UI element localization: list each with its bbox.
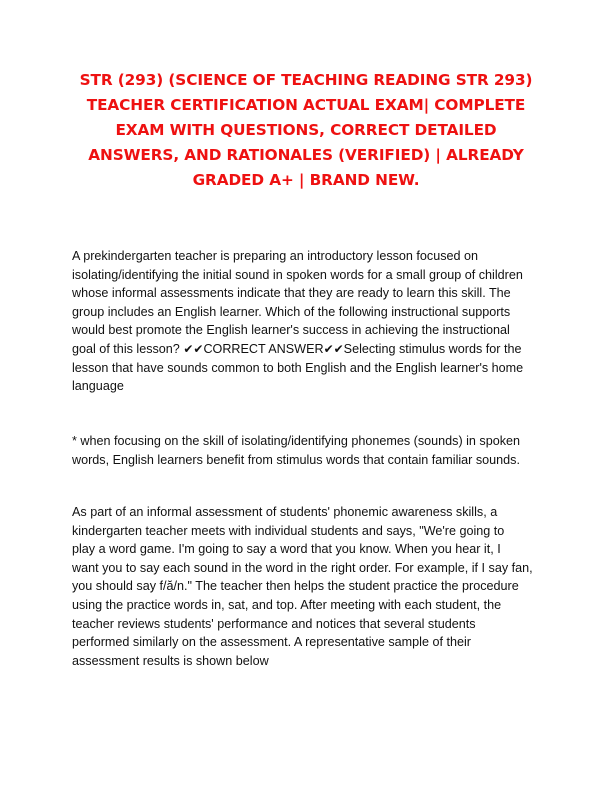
text-line: want you to say each sound in the word in the right order. For example, if I say fan, bbox=[72, 560, 533, 575]
text-line: assessment results is shown below bbox=[72, 653, 269, 668]
rationale-1-paragraph bbox=[72, 432, 552, 469]
correct-answer-label: CORRECT ANSWER bbox=[203, 341, 324, 356]
checkmark-icon: ✔✔ bbox=[183, 341, 204, 356]
title-line: ANSWERS, AND RATIONALES (VERIFIED) | ALREADY bbox=[88, 146, 524, 164]
document-title bbox=[72, 68, 540, 193]
text-line: * when focusing on the skill of isolating/identifying phonemes (sounds) in spoken bbox=[72, 434, 521, 448]
title-line: TEACHER CERTIFICATION ACTUAL EXAM| COMPLETE bbox=[86, 96, 526, 114]
answer-text: Selecting stimulus words for the bbox=[343, 341, 522, 356]
question-end-text: goal of this lesson? bbox=[72, 341, 184, 356]
question-1-paragraph bbox=[72, 247, 552, 396]
text-line: teacher reviews students' performance and notices that several students bbox=[72, 616, 476, 631]
text-line: whose informal assessments indicate that they are ready to learn this skill. The bbox=[72, 286, 511, 301]
title-line: EXAM WITH QUESTIONS, CORRECT DETAILED bbox=[115, 121, 497, 139]
checkmark-icon: ✔✔ bbox=[323, 341, 344, 356]
text-line: isolating/identifying the initial sound in spoken words for a small group of children bbox=[72, 267, 523, 282]
text-line: words, English learners benefit from stimulus words that contain familiar sounds. bbox=[72, 452, 520, 467]
title-line: GRADED A+ | BRAND NEW. bbox=[192, 171, 420, 189]
text-line: using the practice words in, sat, and top. After meeting with each student, the bbox=[72, 597, 502, 612]
text-line: A prekindergarten teacher is preparing an introductory lesson focused on bbox=[72, 249, 479, 263]
text-line: would best promote the English learner's success in achieving the instructional bbox=[72, 323, 510, 338]
text-line: language bbox=[72, 379, 124, 394]
text-line: lesson that have sounds common to both English and the English learner's home bbox=[72, 360, 524, 375]
text-line: performed similarly on the assessment. A representative sample of their bbox=[72, 635, 471, 650]
text-line: kindergarten teacher meets with individual students and says, "We're going to bbox=[72, 523, 505, 538]
text-line: group includes an English learner. Which of the following instructional supports bbox=[72, 304, 511, 319]
answer-line bbox=[72, 340, 552, 359]
text-line: you should say f/ă/n." The teacher then helps the student practice the procedure bbox=[72, 579, 519, 594]
title-line: STR (293) (SCIENCE OF TEACHING READING STR 293) bbox=[79, 71, 533, 89]
text-line: play a word game. I'm going to say a word that you know. When you hear it, I bbox=[72, 542, 501, 557]
question-2-paragraph bbox=[72, 503, 552, 670]
text-line: As part of an informal assessment of students' phonemic awareness skills, a bbox=[72, 505, 498, 519]
